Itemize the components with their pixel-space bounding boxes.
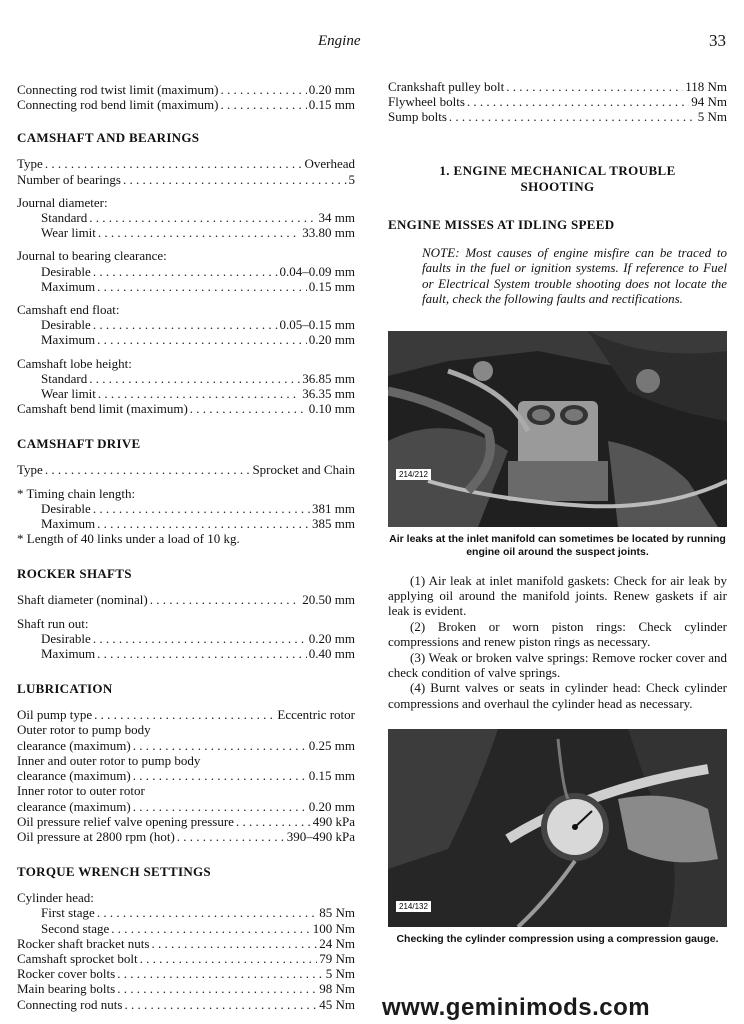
compression-gauge-image — [388, 729, 727, 927]
section-heading-torque: TORQUE WRENCH SETTINGS — [17, 864, 211, 880]
spec-group-label: Shaft run out: — [17, 615, 89, 631]
spec-row: clearance (maximum) . . . 0.15 mm — [17, 768, 355, 783]
spec-row: Connecting rod bend limit (maximum) . . . 0.15 mm — [17, 97, 355, 112]
spec-group-label: * Timing chain length: — [17, 485, 136, 501]
spec-row: Sump bolts . . . 5 Nm — [388, 109, 727, 124]
spec-row: Main bearing bolts . . . 98 Nm — [17, 981, 355, 996]
list-item: (1) Air leak at inlet manifold gaskets: Check for air leak by applying oil around the manifold joints. Renew gaskets if air leak is evident. — [388, 572, 727, 619]
carburettor-image — [388, 331, 727, 527]
spec-row: Wear limit . . . 33.80 mm — [17, 225, 355, 240]
spec-row: Desirable . . . 0.20 mm — [17, 631, 355, 646]
subheading-misses-idling: ENGINE MISSES AT IDLING SPEED — [388, 216, 615, 232]
spec-row: Maximum . . . 385 mm — [17, 516, 355, 531]
page-header-title: Engine — [318, 33, 361, 49]
spec-row: clearance (maximum) . . . 0.25 mm — [17, 738, 355, 753]
spec-row: Connecting rod nuts . . . 45 Nm — [17, 997, 355, 1012]
spec-row: Oil pump type . . . Eccentric rotor — [17, 707, 355, 722]
right-column — [388, 79, 727, 946]
spec-group-label: Outer rotor to pump body — [17, 722, 151, 738]
spec-row: Camshaft sprocket bolt . . . 79 Nm — [17, 951, 355, 966]
spec-row: Desirable . . . 0.04–0.09 mm — [17, 264, 355, 279]
spec-row: Standard . . . 34 mm — [17, 210, 355, 225]
spec-row: First stage . . . 85 Nm — [17, 905, 355, 920]
spec-row: Maximum . . . 0.15 mm — [17, 279, 355, 294]
list-item: (4) Burnt valves or seats in cylinder head: Check cylinder compressions and overhaul the cylinder head as necessary. — [388, 680, 727, 711]
photo-caption: Air leaks at the inlet manifold can sometimes be located by running engine oil around the suspect joints. — [389, 532, 726, 558]
spec-row: Rocker shaft bracket nuts . . . 24 Nm — [17, 936, 355, 951]
photo-caption: Checking the cylinder compression using a compression gauge. — [396, 933, 719, 946]
fault-list — [388, 573, 727, 712]
spec-row: Maximum . . . 0.20 mm — [17, 332, 355, 347]
spec-row: Number of bearings . . . 5 — [17, 172, 355, 187]
section-heading-trouble-shooting: 1. ENGINE MECHANICAL TROUBLE SHOOTING — [439, 162, 676, 194]
compression-gauge-photo — [388, 729, 727, 927]
spec-row: Connecting rod twist limit (maximum) . . . 0.20 mm — [17, 82, 355, 97]
spec-group-label: Inner and outer rotor to pump body — [17, 752, 201, 768]
engine-manifold-photo — [388, 331, 727, 527]
spec-row: Crankshaft pulley bolt . . . 118 Nm — [388, 79, 727, 94]
spec-row: Wear limit . . . 36.35 mm — [17, 386, 355, 401]
spec-row: Desirable . . . 381 mm — [17, 501, 355, 516]
spec-row: Type . . . Overhead — [17, 156, 355, 171]
spec-group-label: Camshaft end float: — [17, 302, 120, 318]
footnote: * Length of 40 links under a load of 10 kg. — [17, 531, 240, 547]
note-text: NOTE: Most causes of engine misfire can be traced to faults in the fuel or ignition systems. If reference to Fuel or Electrical System trouble shooting does not locate the fault, check the following faults and rectifications. — [422, 244, 727, 307]
spec-row: Flywheel bolts . . . 94 Nm — [388, 94, 727, 109]
section-heading-camshaft-drive: CAMSHAFT DRIVE — [17, 436, 141, 452]
spec-row: Standard . . . 36.85 mm — [17, 371, 355, 386]
spec-group-label: Journal to bearing clearance: — [17, 248, 167, 264]
spec-row: Second stage . . . 100 Nm — [17, 921, 355, 936]
website-watermark: www.geminimods.com — [382, 994, 651, 1021]
spec-row: Oil pressure relief valve opening pressure . . . 490 kPa — [17, 814, 355, 829]
spec-row: Desirable . . . 0.05–0.15 mm — [17, 317, 355, 332]
left-column — [17, 82, 355, 1012]
photo-reference-tag: 214/212 — [396, 469, 431, 480]
spec-row: Shaft diameter (nominal) . . . 20.50 mm — [17, 592, 355, 607]
page-number: 33 — [709, 31, 726, 50]
spec-row: Camshaft bend limit (maximum) . . . 0.10 mm — [17, 401, 355, 416]
section-heading-camshaft-bearings: CAMSHAFT AND BEARINGS — [17, 130, 200, 146]
spec-group-label: Journal diameter: — [17, 194, 108, 210]
spec-row: clearance (maximum) . . . 0.20 mm — [17, 799, 355, 814]
list-item: (2) Broken or worn piston rings: Check cylinder compressions and renew piston rings as necessary. — [388, 618, 727, 650]
spec-row: Rocker cover bolts . . . 5 Nm — [17, 966, 355, 981]
spec-row: Oil pressure at 2800 rpm (hot) . . . 390–490 kPa — [17, 829, 355, 844]
list-item: (3) Weak or broken valve springs: Remove rocker cover and check condition of valve springs. — [388, 649, 727, 681]
section-heading-lubrication: LUBRICATION — [17, 681, 113, 697]
spec-row: Maximum . . . 0.40 mm — [17, 646, 355, 661]
spec-group-label: Camshaft lobe height: — [17, 355, 132, 371]
spec-group-label: Cylinder head: — [17, 890, 94, 906]
spec-group-label: Inner rotor to outer rotor — [17, 783, 145, 799]
photo-reference-tag: 214/132 — [396, 901, 431, 912]
section-heading-rocker-shafts: ROCKER SHAFTS — [17, 566, 132, 582]
spec-row: Type . . . Sprocket and Chain — [17, 462, 355, 477]
